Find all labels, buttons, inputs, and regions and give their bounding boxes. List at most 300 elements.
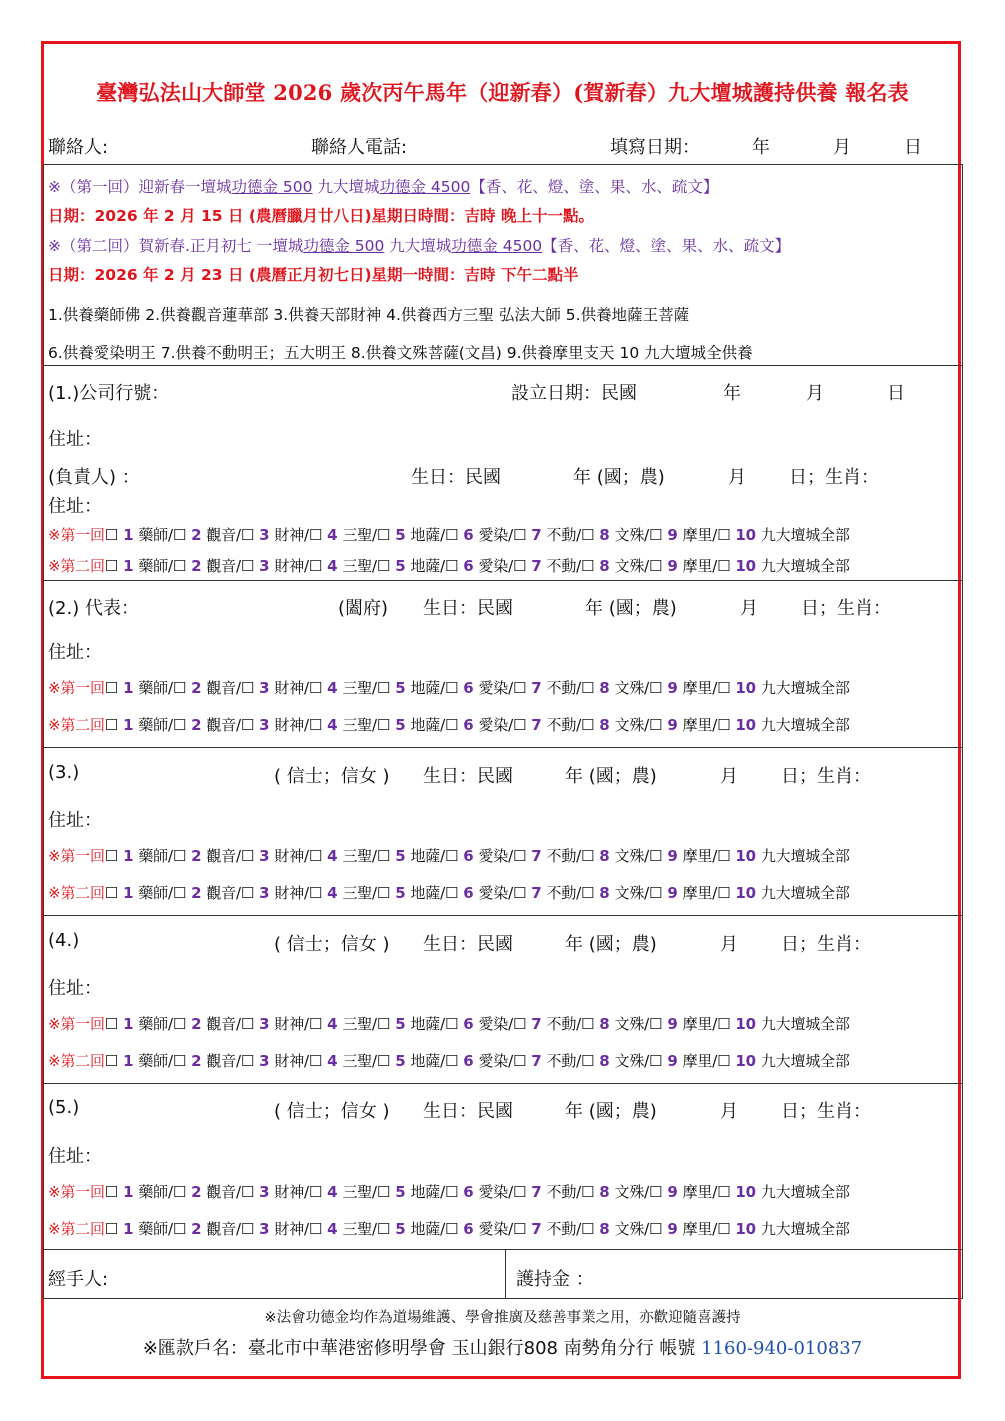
option-label: 三聖/ (342, 1183, 377, 1201)
option-number: 3 (259, 716, 270, 734)
checkbox-icon[interactable]: ☐ (376, 716, 391, 734)
check-row[interactable] (48, 714, 850, 735)
checkbox-icon[interactable]: ☐ (376, 679, 391, 697)
divider (43, 915, 963, 916)
checkbox-icon[interactable]: ☐ (376, 526, 391, 544)
option-label: 地薩/ (410, 526, 445, 544)
checkbox-icon[interactable]: ☐ (581, 1183, 595, 1201)
checkbox-icon[interactable]: ☐ (717, 847, 731, 865)
round-label: ※第二回 (48, 557, 105, 575)
birthday-label: 生日：民國 (423, 598, 513, 619)
checkbox-icon[interactable]: ☐ (512, 526, 527, 544)
option-number: 6 (463, 884, 474, 902)
option-number: 2 (191, 1183, 202, 1201)
gender-label: ( 信士；信女 ) (274, 1101, 390, 1122)
checkbox-icon[interactable]: ☐ (104, 884, 119, 902)
option-label: 文殊/ (614, 884, 650, 902)
checkbox-icon[interactable]: ☐ (172, 526, 187, 544)
checkbox-icon[interactable]: ☐ (240, 1220, 255, 1238)
option-number: 7 (531, 847, 542, 865)
option-number: 7 (531, 526, 542, 544)
checkbox-icon[interactable]: ☐ (104, 1220, 119, 1238)
checkbox-icon[interactable]: ☐ (104, 679, 119, 697)
option-number: 6 (463, 847, 474, 865)
checkbox-icon[interactable]: ☐ (717, 884, 731, 902)
checkbox-icon[interactable]: ☐ (104, 1015, 119, 1033)
option-label: 地薩/ (410, 557, 445, 575)
option-label: 不動/ (546, 1183, 581, 1201)
option-label: 地薩/ (410, 679, 445, 697)
option-number: 4 (327, 847, 338, 865)
option-label: 愛染/ (478, 1052, 513, 1070)
checkbox-icon[interactable]: ☐ (172, 679, 187, 697)
checkbox-icon[interactable]: ☐ (717, 1052, 731, 1070)
option-label: 愛染/ (478, 716, 513, 734)
option-number: 4 (327, 1015, 338, 1033)
option-label: 九大壇城全部 (760, 1220, 850, 1238)
checkbox-icon[interactable]: ☐ (240, 1183, 255, 1201)
option-number: 2 (191, 526, 202, 544)
checkbox-icon[interactable]: ☐ (104, 557, 119, 575)
divider (505, 1249, 506, 1299)
checkbox-icon[interactable]: ☐ (376, 1052, 391, 1070)
checkbox-icon[interactable]: ☐ (512, 1220, 527, 1238)
address-label: 住址： (48, 642, 102, 663)
option-label: 觀音/ (206, 716, 241, 734)
birthday-year-calendar: 年 (國；農) (573, 467, 665, 488)
check-row[interactable] (48, 1181, 850, 1202)
option-number: 4 (327, 526, 338, 544)
checkbox-icon[interactable]: ☐ (240, 884, 255, 902)
checkbox-icon[interactable]: ☐ (581, 1015, 595, 1033)
birthday-label: 生日：民國 (411, 467, 501, 488)
address-label: 住址： (48, 496, 102, 517)
option-label: 愛染/ (478, 1220, 513, 1238)
check-row[interactable] (48, 1050, 850, 1071)
checkbox-icon[interactable]: ☐ (649, 716, 663, 734)
checkbox-icon[interactable]: ☐ (376, 1220, 391, 1238)
option-number: 1 (123, 557, 134, 575)
option-number: 1 (123, 716, 134, 734)
checkbox-icon[interactable]: ☐ (444, 716, 459, 734)
option-label: 愛染/ (478, 847, 513, 865)
option-label: 九大壇城全部 (760, 557, 850, 575)
session2-line (48, 234, 790, 256)
option-number: 3 (259, 1183, 270, 1201)
option-label: 不動/ (546, 526, 581, 544)
birthday-month: 月 (728, 467, 746, 488)
checkbox-icon[interactable]: ☐ (717, 679, 731, 697)
checkbox-icon[interactable]: ☐ (376, 884, 391, 902)
session2-fee1: 功德金 500 (303, 237, 385, 255)
option-number: 6 (463, 1052, 474, 1070)
check-row[interactable] (48, 677, 850, 698)
option-label: 不動/ (546, 847, 581, 865)
option-label: 地薩/ (410, 1052, 445, 1070)
option-label: 藥師/ (138, 679, 173, 697)
option-label: 財神/ (274, 884, 309, 902)
checkbox-icon[interactable]: ☐ (649, 1052, 663, 1070)
option-number: 8 (599, 716, 610, 734)
checkbox-icon[interactable]: ☐ (649, 1220, 663, 1238)
option-number: 9 (667, 679, 678, 697)
person-number: (5.) (48, 1097, 80, 1118)
offerings-line-2: 6.供養愛染明王 7.供養不動明王；五大明王 8.供養文殊菩薩(文昌) 9.供養摩里支天 10 九大壇城全供養 (48, 344, 753, 362)
option-label: 不動/ (546, 1015, 581, 1033)
gender-label: ( 信士；信女 ) (274, 934, 390, 955)
session1-prefix: ※（第一回）迎新春一壇城 (48, 178, 232, 196)
checkbox-icon[interactable]: ☐ (581, 716, 595, 734)
family-label: (闔府) (338, 598, 389, 619)
checkbox-icon[interactable]: ☐ (172, 1015, 187, 1033)
round-label: ※第一回 (48, 1183, 105, 1201)
option-number: 10 (735, 1220, 756, 1238)
person-number: (4.) (48, 930, 80, 951)
checkbox-icon[interactable]: ☐ (649, 557, 663, 575)
checkbox-icon[interactable]: ☐ (240, 557, 255, 575)
option-number: 8 (599, 1015, 610, 1033)
checkbox-icon[interactable]: ☐ (581, 1220, 595, 1238)
checkbox-icon[interactable]: ☐ (581, 557, 595, 575)
option-label: 地薩/ (410, 847, 445, 865)
option-label: 三聖/ (342, 557, 377, 575)
divider (43, 365, 963, 366)
checkbox-icon[interactable]: ☐ (512, 1015, 527, 1033)
checkbox-icon[interactable]: ☐ (308, 1220, 323, 1238)
round-label: ※第一回 (48, 526, 105, 544)
session1-mid: 九大壇城 (312, 178, 380, 196)
checkbox-icon[interactable]: ☐ (444, 1015, 459, 1033)
birthday-month: 月 (740, 598, 758, 619)
form-title: 臺灣弘法山大師堂 2026 歲次丙午馬年（迎新春）(賀新春）九大壇城護持供養 報名表 (96, 80, 909, 105)
checkbox-icon[interactable]: ☐ (376, 1183, 391, 1201)
checkbox-icon[interactable]: ☐ (717, 526, 731, 544)
account-name: ※匯款戶名：臺北市中華港密修明學會 玉山銀行808 南勢角分行 帳號 (142, 1338, 702, 1359)
option-number: 8 (599, 557, 610, 575)
checkbox-icon[interactable]: ☐ (649, 884, 663, 902)
option-number: 2 (191, 1015, 202, 1033)
birthday-year-calendar: 年 (國；農) (565, 766, 657, 787)
option-number: 10 (735, 557, 756, 575)
divider (43, 747, 963, 748)
address-label: 住址： (48, 810, 102, 831)
option-number: 10 (735, 1183, 756, 1201)
option-number: 8 (599, 1183, 610, 1201)
checkbox-icon[interactable]: ☐ (240, 679, 255, 697)
checkbox-icon[interactable]: ☐ (376, 847, 391, 865)
checkbox-icon[interactable]: ☐ (172, 1052, 187, 1070)
amount-label: 護持金 ： (516, 1269, 594, 1290)
option-label: 藥師/ (138, 557, 173, 575)
checkbox-icon[interactable]: ☐ (717, 1220, 731, 1238)
session2-mid: 九大壇城 (384, 237, 452, 255)
option-label: 不動/ (546, 1220, 581, 1238)
option-number: 5 (395, 557, 406, 575)
option-number: 6 (463, 679, 474, 697)
option-number: 8 (599, 884, 610, 902)
checkbox-icon[interactable]: ☐ (172, 884, 187, 902)
option-number: 10 (735, 526, 756, 544)
address-label: 住址： (48, 429, 102, 450)
checkbox-icon[interactable]: ☐ (444, 1052, 459, 1070)
option-label: 摩里/ (682, 716, 718, 734)
checkbox-icon[interactable]: ☐ (717, 1015, 731, 1033)
checkbox-icon[interactable]: ☐ (444, 884, 459, 902)
check-row[interactable] (48, 1218, 850, 1239)
option-number: 8 (599, 1052, 610, 1070)
round-label: ※第一回 (48, 679, 105, 697)
established-label: 設立日期：民國 (511, 383, 637, 404)
checkbox-icon[interactable]: ☐ (581, 526, 595, 544)
option-number: 6 (463, 557, 474, 575)
checkbox-icon[interactable]: ☐ (308, 1052, 323, 1070)
checkbox-icon[interactable]: ☐ (444, 847, 459, 865)
checkbox-icon[interactable]: ☐ (581, 1052, 595, 1070)
option-label: 摩里/ (682, 1015, 718, 1033)
check-row[interactable] (48, 882, 850, 903)
round-label: ※第二回 (48, 1220, 105, 1238)
option-number: 3 (259, 1015, 270, 1033)
checkbox-icon[interactable]: ☐ (308, 679, 323, 697)
check-row[interactable] (48, 524, 850, 545)
option-number: 5 (395, 847, 406, 865)
option-number: 3 (259, 1220, 270, 1238)
birthday-year-calendar: 年 (國；農) (565, 1101, 657, 1122)
option-label: 文殊/ (614, 1220, 650, 1238)
option-number: 1 (123, 1183, 134, 1201)
option-label: 九大壇城全部 (760, 1015, 850, 1033)
option-number: 1 (123, 679, 134, 697)
option-number: 1 (123, 526, 134, 544)
option-number: 5 (395, 884, 406, 902)
option-label: 觀音/ (206, 557, 241, 575)
birthday-month: 月 (720, 766, 738, 787)
option-number: 1 (123, 1052, 134, 1070)
option-number: 7 (531, 1015, 542, 1033)
checkbox-icon[interactable]: ☐ (444, 1183, 459, 1201)
option-label: 三聖/ (342, 1015, 377, 1033)
checkbox-icon[interactable]: ☐ (240, 716, 255, 734)
checkbox-icon[interactable]: ☐ (308, 557, 323, 575)
option-label: 三聖/ (342, 847, 377, 865)
checkbox-icon[interactable]: ☐ (308, 526, 323, 544)
checkbox-icon[interactable]: ☐ (512, 1183, 527, 1201)
option-number: 7 (531, 1220, 542, 1238)
birthday-day-zodiac: 日；生肖： (781, 934, 871, 955)
option-label: 九大壇城全部 (760, 679, 850, 697)
birthday-day-zodiac: 日；生肖： (789, 467, 879, 488)
option-number: 10 (735, 884, 756, 902)
birthday-day-zodiac: 日；生肖： (801, 598, 891, 619)
option-label: 藥師/ (138, 526, 173, 544)
session2-prefix: ※（第二回）賀新春.正月初七 一壇城 (48, 237, 304, 255)
checkbox-icon[interactable]: ☐ (104, 1183, 119, 1201)
option-number: 8 (599, 847, 610, 865)
checkbox-icon[interactable]: ☐ (649, 526, 663, 544)
option-label: 藥師/ (138, 1183, 173, 1201)
checkbox-icon[interactable]: ☐ (172, 847, 187, 865)
checkbox-icon[interactable]: ☐ (512, 679, 527, 697)
option-label: 地薩/ (410, 716, 445, 734)
check-row[interactable] (48, 555, 850, 576)
option-label: 觀音/ (206, 1183, 241, 1201)
round-label: ※第一回 (48, 1015, 105, 1033)
footer-account (0, 1334, 1005, 1360)
checkbox-icon[interactable]: ☐ (717, 557, 731, 575)
option-number: 2 (191, 884, 202, 902)
option-label: 三聖/ (342, 679, 377, 697)
checkbox-icon[interactable]: ☐ (240, 1015, 255, 1033)
checkbox-icon[interactable]: ☐ (512, 557, 527, 575)
option-label: 觀音/ (206, 884, 241, 902)
birthday-label: 生日：民國 (423, 766, 513, 787)
option-label: 財神/ (274, 847, 309, 865)
birthday-label: 生日：民國 (423, 934, 513, 955)
option-number: 6 (463, 716, 474, 734)
option-label: 不動/ (546, 716, 581, 734)
checkbox-icon[interactable]: ☐ (444, 557, 459, 575)
checkbox-icon[interactable]: ☐ (717, 716, 731, 734)
option-label: 文殊/ (614, 526, 650, 544)
option-number: 8 (599, 1220, 610, 1238)
option-label: 觀音/ (206, 1052, 241, 1070)
option-label: 財神/ (274, 526, 309, 544)
option-label: 觀音/ (206, 526, 241, 544)
option-number: 3 (259, 847, 270, 865)
option-number: 1 (123, 1015, 134, 1033)
option-label: 藥師/ (138, 1052, 173, 1070)
option-number: 4 (327, 884, 338, 902)
offerings-line-1: 1.供養藥師佛 2.供養觀音蓮華部 3.供養天部財神 4.供養西方三聖 弘法大師 5.供養地薩王菩薩 (48, 306, 690, 324)
option-label: 九大壇城全部 (760, 526, 850, 544)
option-label: 藥師/ (138, 884, 173, 902)
option-number: 8 (599, 526, 610, 544)
option-number: 9 (667, 716, 678, 734)
option-number: 6 (463, 1183, 474, 1201)
checkbox-icon[interactable]: ☐ (172, 1183, 187, 1201)
checkbox-icon[interactable]: ☐ (444, 526, 459, 544)
option-label: 藥師/ (138, 1220, 173, 1238)
checkbox-icon[interactable]: ☐ (240, 1052, 255, 1070)
option-label: 財神/ (274, 1220, 309, 1238)
checkbox-icon[interactable]: ☐ (240, 847, 255, 865)
checkbox-icon[interactable]: ☐ (512, 1052, 527, 1070)
option-number: 3 (259, 526, 270, 544)
session2-items: 【香、花、燈、塗、果、水、疏文】 (542, 237, 791, 255)
checkbox-icon[interactable]: ☐ (308, 884, 323, 902)
option-label: 觀音/ (206, 679, 241, 697)
birthday-year-calendar: 年 (國；農) (565, 934, 657, 955)
checkbox-icon[interactable]: ☐ (512, 847, 527, 865)
check-row[interactable] (48, 845, 850, 866)
representative-label: (2.) 代表： (48, 598, 139, 619)
option-number: 5 (395, 1183, 406, 1201)
birthday-month: 月 (720, 934, 738, 955)
option-number: 9 (667, 1015, 678, 1033)
checkbox-icon[interactable]: ☐ (512, 884, 527, 902)
checkbox-icon[interactable]: ☐ (649, 679, 663, 697)
checkbox-icon[interactable]: ☐ (104, 847, 119, 865)
option-number: 4 (327, 679, 338, 697)
session2-fee2: 功德金 4500 (451, 237, 543, 255)
option-number: 1 (123, 1220, 134, 1238)
fill-date-label: 填寫日期： (610, 137, 700, 158)
option-label: 地薩/ (410, 1220, 445, 1238)
option-number: 9 (667, 557, 678, 575)
fill-date-month: 月 (833, 137, 851, 158)
option-label: 三聖/ (342, 1052, 377, 1070)
option-label: 愛染/ (478, 679, 513, 697)
checkbox-icon[interactable]: ☐ (308, 1183, 323, 1201)
session1-line (48, 175, 718, 197)
checkbox-icon[interactable]: ☐ (308, 847, 323, 865)
option-label: 文殊/ (614, 679, 650, 697)
checkbox-icon[interactable]: ☐ (172, 557, 187, 575)
option-label: 藥師/ (138, 716, 173, 734)
option-number: 2 (191, 557, 202, 575)
option-number: 5 (395, 1052, 406, 1070)
option-number: 7 (531, 679, 542, 697)
option-number: 9 (667, 884, 678, 902)
checkbox-icon[interactable]: ☐ (649, 847, 663, 865)
checkbox-icon[interactable]: ☐ (649, 1015, 663, 1033)
checkbox-icon[interactable]: ☐ (581, 884, 595, 902)
address-label: 住址： (48, 978, 102, 999)
checkbox-icon[interactable]: ☐ (581, 847, 595, 865)
option-label: 三聖/ (342, 884, 377, 902)
option-label: 文殊/ (614, 716, 650, 734)
option-label: 不動/ (546, 884, 581, 902)
option-label: 地薩/ (410, 1183, 445, 1201)
established-day: 日 (887, 383, 905, 404)
checkbox-icon[interactable]: ☐ (376, 1015, 391, 1033)
option-number: 9 (667, 847, 678, 865)
checkbox-icon[interactable]: ☐ (717, 1183, 731, 1201)
checkbox-icon[interactable]: ☐ (104, 1052, 119, 1070)
checkbox-icon[interactable]: ☐ (581, 679, 595, 697)
company-label: (1.)公司行號： (48, 383, 170, 404)
check-row[interactable] (48, 1013, 850, 1034)
option-label: 藥師/ (138, 1015, 173, 1033)
checkbox-icon[interactable]: ☐ (104, 526, 119, 544)
option-number: 5 (395, 679, 406, 697)
option-number: 2 (191, 847, 202, 865)
checkbox-icon[interactable]: ☐ (172, 716, 187, 734)
checkbox-icon[interactable]: ☐ (512, 716, 527, 734)
checkbox-icon[interactable]: ☐ (172, 1220, 187, 1238)
checkbox-icon[interactable]: ☐ (104, 716, 119, 734)
checkbox-icon[interactable]: ☐ (240, 526, 255, 544)
checkbox-icon[interactable]: ☐ (444, 1220, 459, 1238)
option-number: 2 (191, 716, 202, 734)
birthday-label: 生日：民國 (423, 1101, 513, 1122)
option-number: 5 (395, 526, 406, 544)
checkbox-icon[interactable]: ☐ (649, 1183, 663, 1201)
option-label: 三聖/ (342, 526, 377, 544)
round-label: ※第一回 (48, 847, 105, 865)
option-number: 2 (191, 679, 202, 697)
round-label: ※第二回 (48, 1052, 105, 1070)
checkbox-icon[interactable]: ☐ (444, 679, 459, 697)
checkbox-icon[interactable]: ☐ (376, 557, 391, 575)
option-label: 摩里/ (682, 557, 718, 575)
fill-date-day: 日 (904, 137, 922, 158)
option-number: 7 (531, 716, 542, 734)
checkbox-icon[interactable]: ☐ (308, 716, 323, 734)
established-month: 月 (806, 383, 824, 404)
option-number: 4 (327, 716, 338, 734)
checkbox-icon[interactable]: ☐ (308, 1015, 323, 1033)
